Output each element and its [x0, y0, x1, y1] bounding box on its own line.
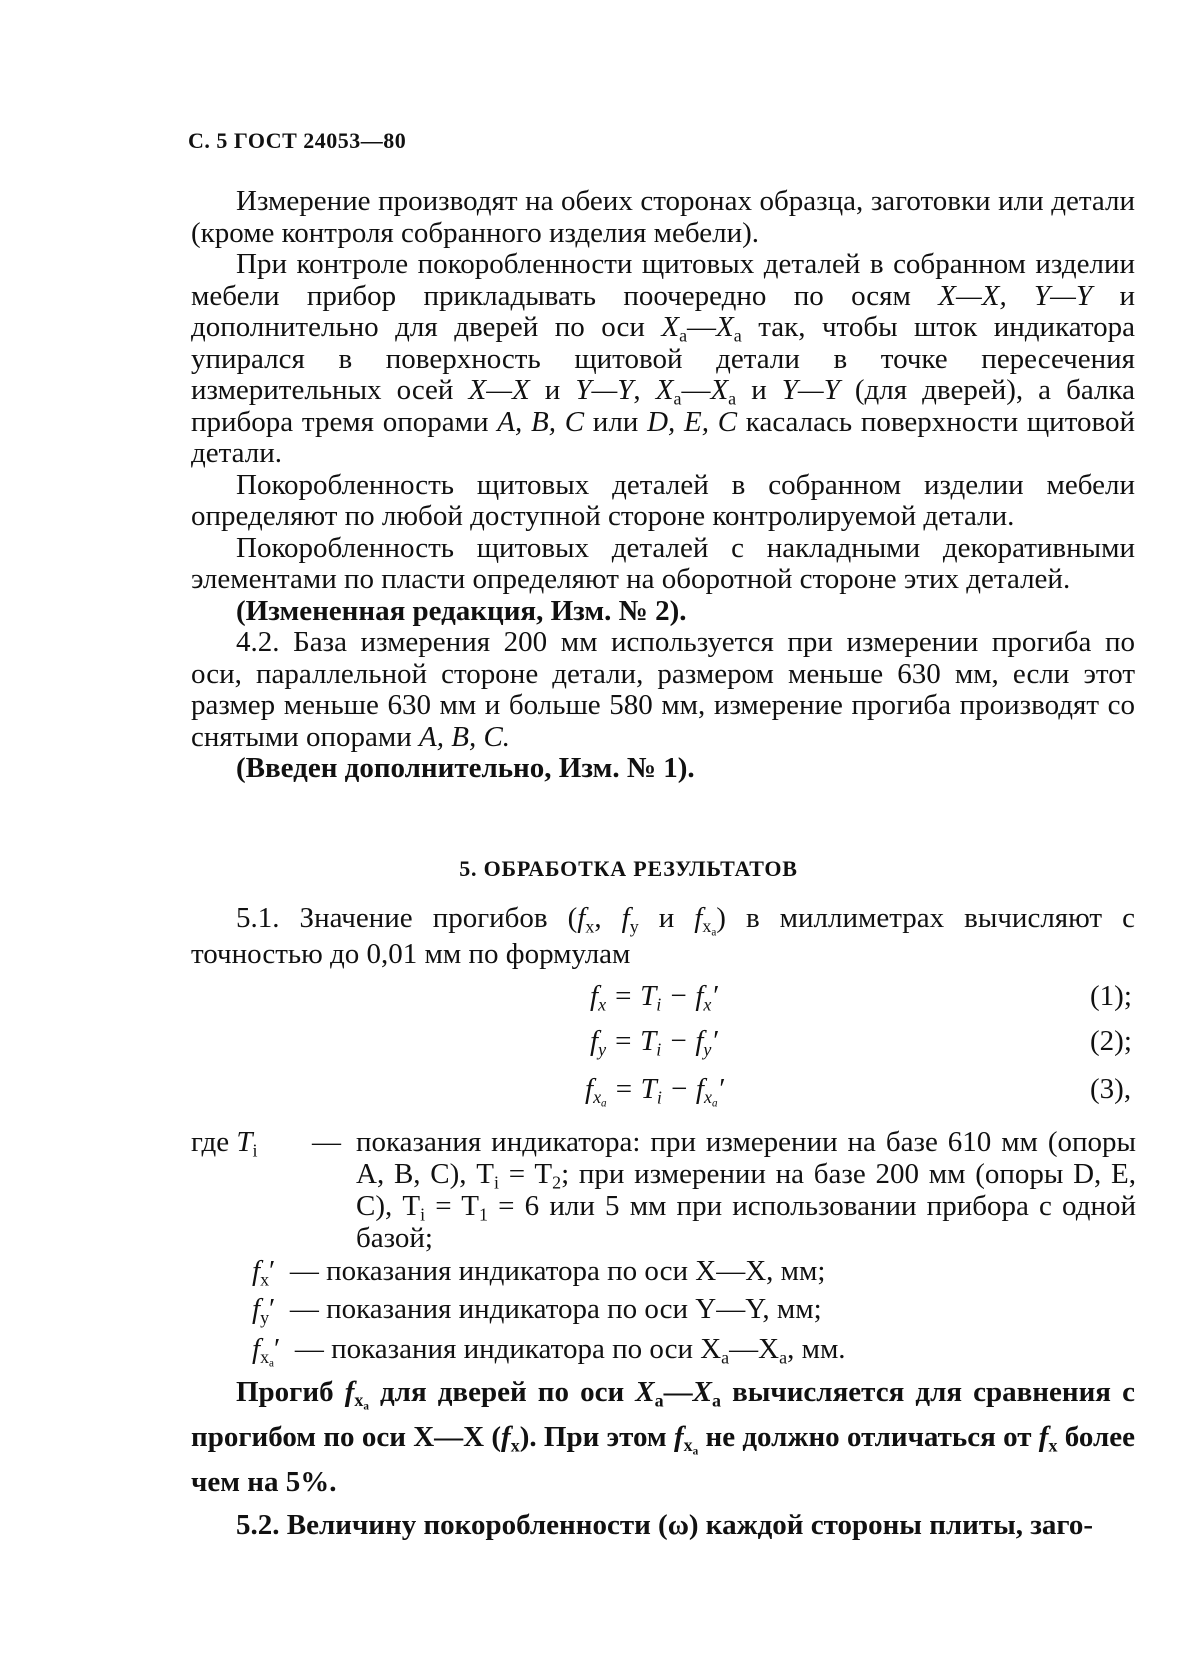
formula-3: $f_{x_a} = T_i - f_{x_a}'$ — [585, 1073, 724, 1110]
equation-number-1: (1); — [1090, 980, 1132, 1012]
definition-fx: $f_x'$ — показания индикатора по оси X—X, мм; — [252, 1255, 826, 1290]
paragraph-deflection-doors: Прогиб $f_{x_a}$ для дверей по оси $X_a—X_a$ вычисляется для сравнения с прогибом по оси X—X $(f_x)$. При этом $f_{x_a}$ не должно отличаться от $f_x$ более чем на 5%. 5.2. Величину покоробленности (ω) каждой стороны плиты, заго- — [191, 1370, 1135, 1545]
formula-2: $f_y = T_i - f_y'$ — [590, 1025, 718, 1060]
amendment-note-2: (Измененная редакция, Изм. № 2). — [236, 594, 687, 627]
paragraph-measurement: Измерение производят на обеих сторонах образца, заготовки или детали (кроме контроля собранного изделия мебели). — [191, 185, 1135, 249]
definition-fxa: $f_{x_a}'$ — показания индикатора по оси $X_a—X_a$, мм. — [252, 1333, 846, 1370]
formula-1: $f_x = T_i - f_x'$ — [590, 980, 718, 1015]
equation-number-3: (3), — [1090, 1073, 1132, 1105]
equation-number-2: (2); — [1090, 1025, 1132, 1057]
paragraph-control: При контроле покоробленности щитовых деталей в собранном изделии мебели прибор прикладывать поочередно по осям X—X, Y—Y и дополнительно для дверей по оси $X_a—X_a$ так, чтобы шток индикатора упирался в поверхность щитовой детали в точке пересечения измерительных осей X—X и Y—Y, $X_a—X_a$ и Y—Y (для дверей), а балка прибора тремя опорами A, B, C или D, E, C касалась поверхности щитовой детали. — [191, 248, 1136, 469]
where-dash: — — [312, 1126, 341, 1158]
section-title: 5. ОБРАБОТКА РЕЗУЛЬТАТОВ — [459, 856, 798, 881]
definition-fy: $f_y'$ — показания индикатора по оси Y—Y, мм; — [252, 1293, 822, 1328]
paragraph-5-1: 5.1. Значение прогибов ($f_x$, $f_y$ и $f_{x_a}$) в миллиметрах вычисляют с точностью до 0,01 мм по формулам — [191, 902, 1136, 970]
paragraph-4-2: 4.2. База измерения 200 мм используется при измерении прогиба по оси, параллельной стороне детали, размером меньше 630 мм, если этот размер меньше 630 мм и больше 580 мм, измерение прогиба производят со снятыми опорами A, B, C. — [191, 626, 1135, 753]
body-text-top — [191, 186, 1135, 785]
paragraph-assembled: Покоробленность щитовых деталей в собранном изделии мебели определяют по любой доступной стороне контролируемой детали. — [191, 468, 1135, 532]
paragraph-5-2: 5.2. Величину покоробленности (ω) каждой стороны плиты, заго- — [236, 1509, 1094, 1541]
where-label: где $T_i$ — [191, 1126, 258, 1161]
amendment-note-1: (Введен дополнительно, Изм. № 1). — [236, 752, 695, 784]
page-header: С. 5 ГОСТ 24053—80 — [188, 128, 407, 153]
paragraph-decorative: Покоробленность щитовых деталей с накладными декоративными элементами по пласти определяют на оборотной стороне этих деталей. — [191, 531, 1135, 595]
definition-ti: показания индикатора: при измерении на базе 610 мм (опоры A, B, C), $T_i = T_2$; при измерении на базе 200 мм (опоры D, E, C), $T_i = T_1 = 6$ или 5 мм при использовании прибора с одной базой; — [356, 1126, 1137, 1254]
